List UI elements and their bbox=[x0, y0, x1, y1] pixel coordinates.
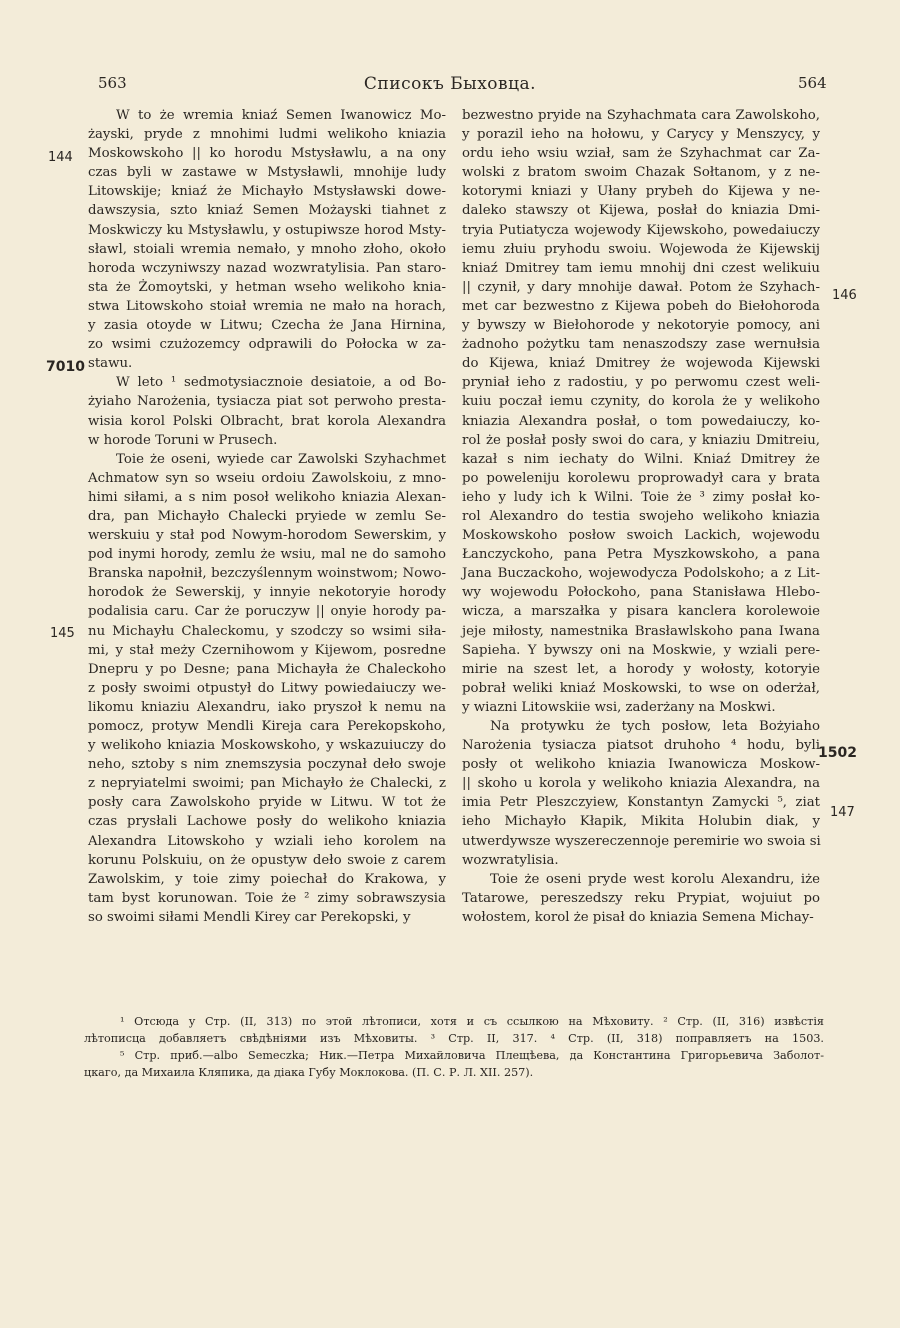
page-number-right: 564 bbox=[798, 74, 827, 92]
text-line: y welikoho kniazia Moskowskoho, y wskazuiuczy do bbox=[88, 738, 446, 754]
text-line: żyiaho Narożenia, tysiacza piat sot perwoho presta- bbox=[88, 394, 446, 410]
text-line: iemu złuiu pryhodu swoiu. Wojewoda że Kijewskij bbox=[462, 241, 820, 257]
text-line: W to że wremia kniaź Semen Iwanowicz Mo- bbox=[116, 108, 446, 123]
text-line: rol Alexandro do testia swojeho welikoho kniazia bbox=[462, 508, 820, 524]
text-line: wołostem, korol że pisał do kniazia Semena Michay- bbox=[462, 909, 814, 925]
text-line: Dnepru y po Desne; pana Michayła że Chaleckoho bbox=[88, 661, 446, 677]
text-line: himi siłami, a s nim posoł welikoho kniazia Alexan- bbox=[88, 489, 446, 505]
text-line: do Kijewa, kniaź Dmitrey że wojewoda Kijewski bbox=[462, 356, 820, 372]
text-line: wicza, a marszałka y pisara kanclera korolewoie bbox=[462, 604, 820, 620]
text-line: y bywszy w Biełohorode y nekotoryie pomocy, ani bbox=[462, 318, 820, 334]
text-line: wy wojewodu Połockoho, pana Stanisława Hlebo- bbox=[462, 585, 820, 601]
text-line: ieho Michayło Kłapik, Mikita Holubin diak, y bbox=[462, 814, 820, 830]
text-line: żadnoho pożytku tam nenaszodszy zase wernułsia bbox=[462, 337, 820, 353]
text-line: so swoimi siłami Mendli Kirey car Perekopski, y bbox=[88, 909, 411, 925]
text-line: цкаго, да Михаила Кляпика, да діака Губу Моклокова. (П. С. Р. Л. XII. 257). bbox=[84, 1066, 534, 1079]
text-line: Alexandra Litowskoho y wziali ieho korolem na bbox=[88, 833, 446, 849]
text-line: sta że Żomoytski, y hetman wseho welikoho knia- bbox=[88, 279, 446, 295]
text-line: sławl, stoiali wremia nemało, y mnoho złoho, około bbox=[88, 241, 446, 257]
text-line: pomocz, protyw Mendli Kireja cara Perekopskoho, bbox=[88, 719, 446, 734]
page-number-left: 563 bbox=[98, 74, 127, 92]
text-line: Zawolskim, y toie zimy poiechał do Krakowa, y bbox=[88, 871, 446, 887]
text-line: z posły swoimi otpustył do Litwy powiedaiuczy we- bbox=[88, 680, 446, 696]
text-line: || skoho u korola y welikoho kniazia Alexandra, na bbox=[462, 776, 820, 792]
text-line: w horode Toruni w Prusech. bbox=[88, 432, 278, 448]
text-line: czas byli w zastawe w Mstysławli, mnohije ludy bbox=[88, 165, 446, 181]
text-line: korunu Polskuiu, on że opustyw deło swoie z carem bbox=[88, 852, 446, 868]
text-line: kazał s nim iechaty do Wilni. Kniaź Dmitrey że bbox=[462, 451, 820, 467]
text-line: Łanczyckoho, pana Petra Myszkowskoho, a pana bbox=[462, 547, 820, 563]
text-line: tam byst korunowan. Toie że ² zimy sobrawszysia bbox=[88, 890, 446, 906]
text-line: Toie że oseni pryde west korolu Alexandru, iże bbox=[490, 871, 820, 887]
margin-number-145: 145 bbox=[50, 626, 75, 641]
text-line: stawu. bbox=[88, 356, 133, 372]
text-line: zo wsimi czużozemcy odprawili do Połocka w za- bbox=[88, 337, 446, 353]
text-line: kotorymi kniazi y Ułany prybeh do Kijewa y ne- bbox=[462, 184, 820, 200]
text-line: podalisia caru. Car że poruczyw || onyie horody pa- bbox=[88, 604, 446, 620]
text-line: met car bezwestno z Kijewa pobeh do Biełohoroda bbox=[462, 298, 820, 314]
footnotes bbox=[84, 1013, 824, 1081]
text-line: Moskowskoho || ko horodu Mstysławlu, a na ony bbox=[88, 146, 446, 162]
text-line: pryniał ieho z radostiu, y po perwomu czest weli- bbox=[462, 375, 820, 391]
text-line: Jana Buczackoho, wojewodycza Podolskoho; a z Lit- bbox=[462, 566, 820, 582]
text-line: kniazia Alexandra posłał, o tom powedaiuczy, ko- bbox=[462, 413, 820, 429]
text-line: || czynił, y dary mnohije dawał. Potom że Szyhach- bbox=[462, 279, 820, 295]
text-line: tryia Putiatycza wojewody Kijewskoho, powedaiuczy bbox=[462, 222, 820, 238]
text-line: W leto ¹ sedmotysiacznoie desiatoie, a od Bo- bbox=[116, 375, 446, 391]
text-line: nu Michayłu Chaleckomu, y szodczy so wsimi siła- bbox=[88, 623, 446, 639]
text-line: Toie że oseni, wyiede car Zawolski Szyhachmet bbox=[116, 451, 446, 467]
text-line: neho, sztoby s nim znemszysia poczynał deło swoje bbox=[88, 757, 446, 773]
text-line: ordu ieho wsiu wział, sam że Szyhachmat car Za- bbox=[462, 146, 820, 162]
text-line: posły ot welikoho kniazia Iwanowicza Moskow- bbox=[462, 757, 820, 773]
text-line: werskuiu y stał pod Nowym-horodom Sewerskim, y bbox=[88, 528, 446, 544]
text-line: dawszysia, szto kniaź Semen Możayski tiahnet z bbox=[88, 203, 446, 219]
margin-number-146: 146 bbox=[832, 288, 857, 303]
text-line: bezwestno pryide na Szyhachmata cara Zawolskoho, bbox=[462, 108, 820, 123]
text-line: Na protywku że tych posłow, leta Bożyiaho bbox=[490, 719, 820, 734]
text-line: Moskowskoho posłow swoich Lackich, wojewodu bbox=[462, 528, 820, 544]
text-line: jeje miłosty, namestnika Brasławlskoho pana Iwana bbox=[462, 623, 820, 639]
text-line: imia Petr Pleszczyiew, Konstantyn Zamycki ⁵, ziat bbox=[462, 795, 820, 811]
text-line: Achmatow syn so wseiu ordoiu Zawolskoiu, z mno- bbox=[88, 470, 446, 486]
text-line: mirie na szest let, a horody y wołosty, kotoryie bbox=[462, 661, 820, 677]
text-line: wozwratylisia. bbox=[462, 852, 559, 868]
text-line: y porazil ieho na hołowu, y Carycy y Menszycy, y bbox=[462, 127, 820, 143]
text-line: horodok że Sewerskij, y innyie nekotoryie horody bbox=[88, 585, 446, 601]
text-line: horoda wczyniwszy nazad wozwratylisia. Pan staro- bbox=[88, 260, 446, 276]
text-line: mi, y stał meży Czernihowom y Kijewom, posredne bbox=[88, 642, 446, 658]
text-line: po poweleniju korolewu proprowadył cara y brata bbox=[462, 470, 820, 486]
text-line: stwa Litowskoho stoiał wremia ne mało na horach, bbox=[88, 298, 446, 314]
text-line: y zasia otoyde w Litwu; Czecha że Jana Hirnina, bbox=[88, 318, 446, 334]
text-line: pobrał weliki kniaź Moskowski, to wse on oderżał, bbox=[462, 680, 820, 696]
text-line: czas prysłali Lachowe posły do welikoho kniazia bbox=[88, 814, 446, 830]
running-title: Списокъ Быховца. bbox=[363, 74, 537, 94]
text-line: Sapieha. Y bywszy oni na Moskwie, y wziali pere- bbox=[462, 642, 820, 658]
text-line: лѣтописца добавляетъ свѣдѣніями изъ Мѣховиты. ³ Стр. II, 317. ⁴ Стр. (II, 318) поправляетъ на 1503. bbox=[84, 1032, 824, 1045]
margin-number-7010: 7010 bbox=[46, 359, 85, 375]
text-line: ¹ Отсюда у Стр. (II, 313) по этой лѣтописи, хотя и съ ссылкою на Мѣховиту. ² Стр. (II, 316) извѣстія bbox=[120, 1015, 824, 1028]
text-line: Narożenia tysiacza piatsot druhoho ⁴ hodu, byli bbox=[462, 738, 820, 754]
left-column bbox=[88, 106, 446, 927]
text-line: Moskwiczy ku Mstysławlu, y ostupiwsze horod Msty- bbox=[88, 222, 446, 238]
text-line: Tatarowe, pereszedszy reku Prypiat, wojuiut po bbox=[462, 890, 820, 906]
text-line: y wiazni Litowskiie wsi, zaderżany na Moskwi. bbox=[462, 699, 776, 715]
text-line: wolski z bratom swoim Chazak Sołtanom, y z ne- bbox=[462, 165, 820, 181]
text-line: utwerdywsze wyszereczennoje peremirie wo swoia si bbox=[462, 833, 821, 849]
margin-number-1502: 1502 bbox=[818, 745, 857, 761]
text-line: daleko stawszy ot Kijewa, posłał do kniazia Dmi- bbox=[462, 203, 820, 219]
text-line: kniaź Dmitrey tam iemu mnohij dni czest welikuiu bbox=[462, 260, 820, 276]
right-column bbox=[462, 106, 820, 927]
text-line: z nepryiatelmi swoimi; pan Michayło że Chalecki, z bbox=[88, 776, 446, 792]
text-line: Litowskije; kniaź że Michayło Mstysławski dowe- bbox=[88, 184, 446, 200]
text-line: rol że posłał posły swoi do cara, y kniaziu Dmitreiu, bbox=[462, 432, 820, 448]
text-line: dra, pan Michayło Chalecki pryiede w zemlu Se- bbox=[88, 508, 446, 524]
text-line: Branska napołnił, bezczyślennym woinstwom; Nowo- bbox=[88, 566, 446, 582]
text-line: ieho y ludy ich k Wilni. Toie że ³ zimy posłał ko- bbox=[462, 489, 820, 505]
text-line: pod inymi horody, zemlu że wsiu, mal ne do samoho bbox=[88, 547, 446, 563]
text-line: żayski, pryde z mnohimi ludmi welikoho kniazia bbox=[88, 127, 446, 143]
margin-number-144: 144 bbox=[48, 150, 73, 165]
text-line: likomu kniaziu Alexandru, iako pryszoł k nemu na bbox=[88, 699, 446, 715]
text-line: kuiu poczał iemu czynity, do korola że y welikoho bbox=[462, 394, 820, 410]
margin-number-147: 147 bbox=[830, 805, 855, 820]
text-line: posły cara Zawolskoho pryide w Litwu. W tot że bbox=[88, 795, 446, 811]
text-line: ⁵ Стр. приб.—albo Semeczka; Ник.—Петра Михайловича Плещѣева, да Константина Григорьевича Заболот- bbox=[120, 1049, 824, 1062]
text-line: wisia korol Polski Olbracht, brat korola Alexandra bbox=[88, 413, 446, 429]
